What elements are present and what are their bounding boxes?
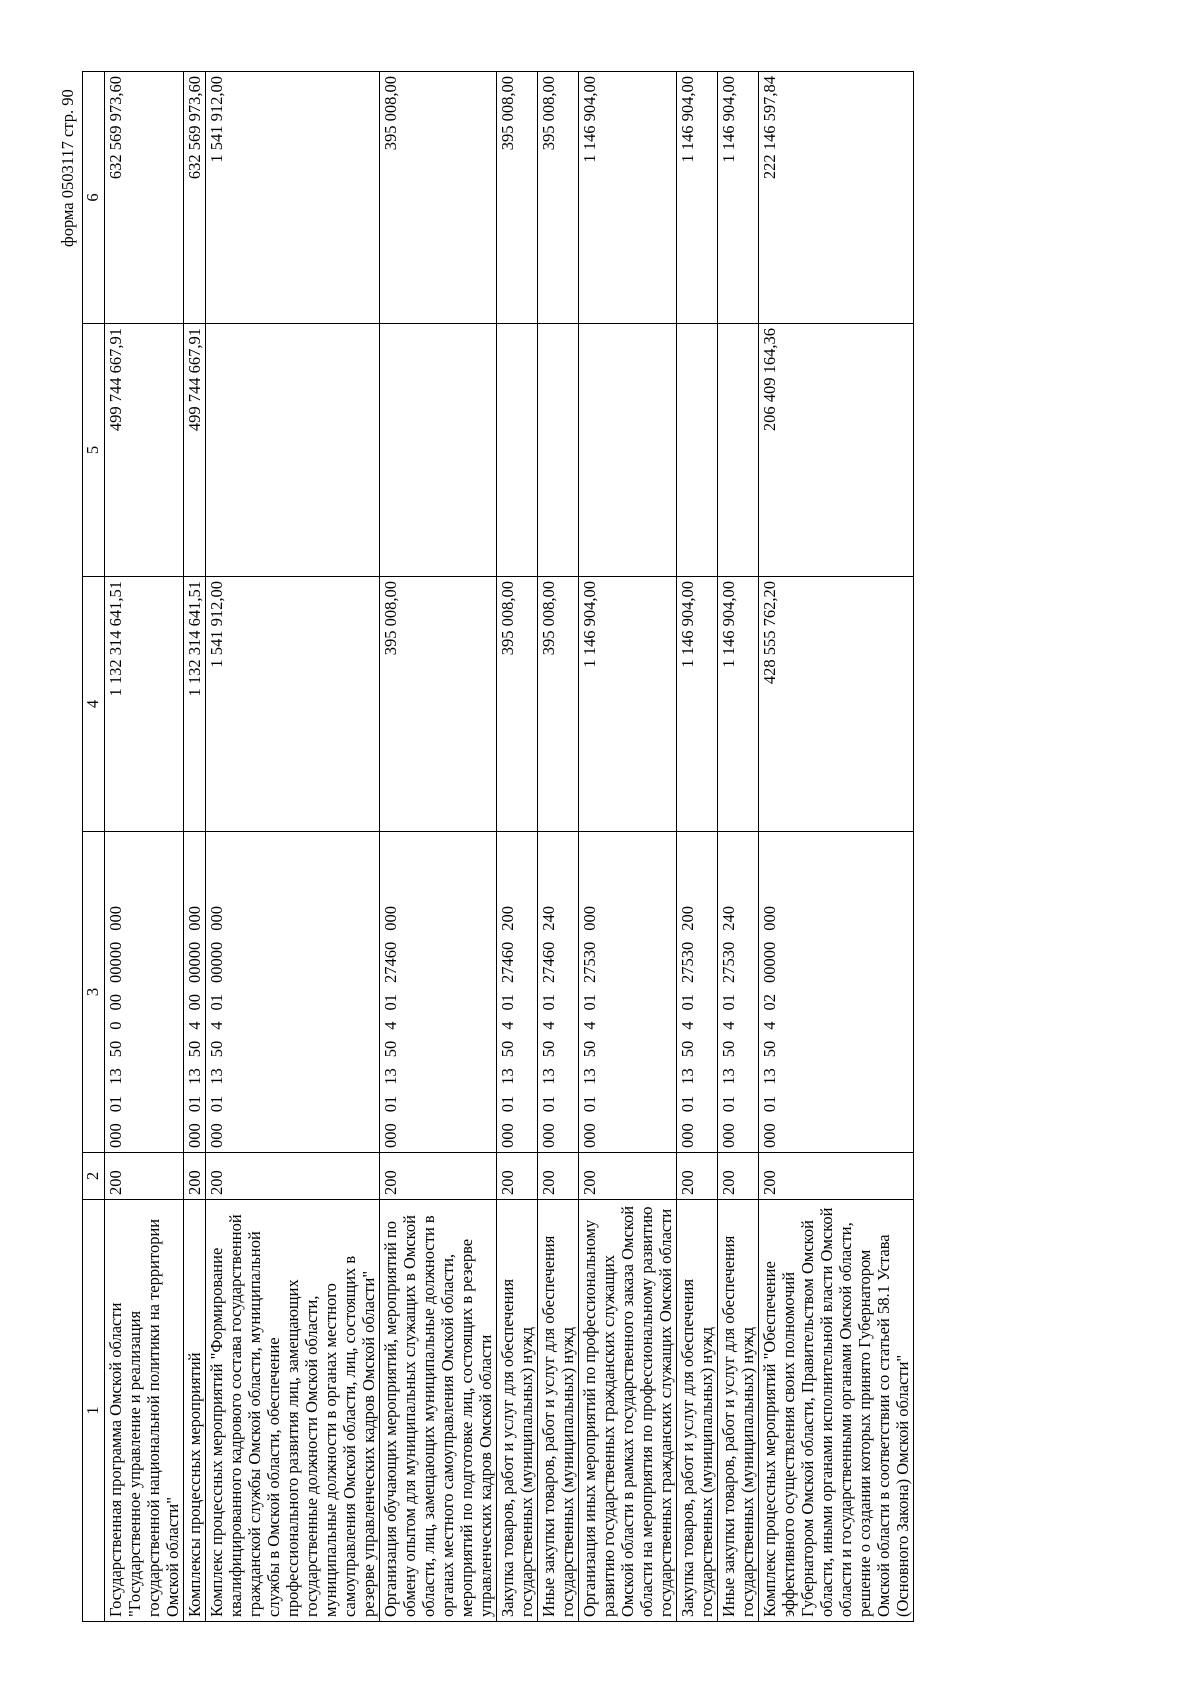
budget-code-part: 50 [580,1040,599,1058]
form-label: форма 0503117 стр. 90 [58,89,77,247]
budget-code-part: 000 [678,1123,697,1148]
budget-code-part: 000 [185,906,204,931]
row-name-cell: Иные закупки товаров, работ и услуг для обеспечения государственных (муниципальных) нужд [538,1200,579,1622]
row-line-code-cell: 200 [759,1153,914,1200]
row-budget-code-cell [105,832,184,1153]
table-row [579,72,677,1622]
budget-code-part: 13 [760,1068,779,1085]
table-row [497,72,538,1622]
budget-code-part: 50 [760,1040,779,1058]
row-executed-cell [579,324,677,577]
budget-code-part: 4 [207,1021,226,1030]
column-header: 5 [83,324,105,577]
column-header: 3 [83,832,105,1153]
row-name-cell: Комплексы процессных мероприятий [184,1200,206,1622]
row-budget-code-cell [206,832,380,1153]
budget-code-part: 01 [498,1095,517,1113]
row-unexecuted-cell: 632 569 973,60 [105,72,184,324]
row-approved-cell: 395 008,00 [497,577,538,832]
budget-code-part: 13 [580,1068,599,1085]
budget-code-part: 01 [678,1095,697,1113]
budget-code-part: 27530 [678,941,697,983]
budget-code-part: 000 [580,1123,599,1148]
row-line-code-cell: 200 [677,1153,718,1200]
budget-code-part: 13 [719,1068,738,1085]
budget-code-part: 13 [185,1068,204,1085]
budget-code-part: 00000 [106,941,125,983]
budget-code-part: 0 [106,1021,125,1030]
row-line-code-cell: 200 [538,1153,579,1200]
budget-code-part: 000 [185,1123,204,1148]
budget-code-part: 4 [760,1021,779,1030]
row-executed-cell [497,324,538,577]
row-name-cell: Организация обучающих мероприятий, мероприятий по обмену опытом для муниципальных служащих в Омской области, лиц, замещающих муниципальные должности в органах местного самоуправления Омской области, мероприятий по подготовке лиц, состоящих в резерве управленческих кадров Омской области [380,1200,497,1622]
budget-code-part: 000 [760,1123,779,1148]
column-header: 4 [83,577,105,832]
budget-code-part: 02 [760,994,779,1011]
budget-code-part: 50 [185,1040,204,1058]
row-executed-cell: 499 744 667,91 [105,324,184,577]
row-unexecuted-cell: 632 569 973,60 [184,72,206,324]
row-executed-cell [380,324,497,577]
budget-code-part: 01 [381,1095,400,1113]
budget-code-part: 4 [580,1021,599,1030]
budget-code-part: 01 [678,994,697,1011]
row-unexecuted-cell: 395 008,00 [538,72,579,324]
row-unexecuted-cell: 395 008,00 [380,72,497,324]
budget-code-part: 4 [498,1021,517,1030]
row-name-cell: Иные закупки товаров, работ и услуг для обеспечения государственных (муниципальных) нужд [718,1200,759,1622]
budget-report-table [82,71,914,1622]
row-line-code-cell: 200 [206,1153,380,1200]
budget-code-part: 01 [207,994,226,1011]
row-name-cell: Организация иных мероприятий по профессиональному развитию государственных гражданских служащих Омской области в рамках государственного заказа Омской области на мероприятия по профессиональному развитию государственных гражданских служащих Омской области [579,1200,677,1622]
budget-code-part: 000 [498,1123,517,1148]
row-unexecuted-cell: 1 146 904,00 [718,72,759,324]
budget-code-part: 4 [185,1021,204,1030]
budget-code-part: 01 [185,1095,204,1113]
row-approved-cell: 1 146 904,00 [677,577,718,832]
budget-code-part: 50 [539,1040,558,1058]
row-executed-cell [677,324,718,577]
row-budget-code-cell [497,832,538,1153]
budget-code-part: 01 [381,994,400,1011]
budget-code-part: 000 [539,1123,558,1148]
table-row [380,72,497,1622]
row-line-code-cell: 200 [184,1153,206,1200]
budget-code-part: 000 [719,1123,738,1148]
budget-code-part: 00 [185,994,204,1011]
row-approved-cell: 1 146 904,00 [718,577,759,832]
row-budget-code-cell [380,832,497,1153]
budget-code-part: 00000 [207,941,226,983]
budget-code-part: 000 [381,1123,400,1148]
budget-code-part: 000 [106,1123,125,1148]
row-executed-cell: 499 744 667,91 [184,324,206,577]
row-executed-cell [538,324,579,577]
row-budget-code-cell [718,832,759,1153]
row-budget-code-cell [759,832,914,1153]
budget-code-part: 13 [678,1068,697,1085]
column-header: 2 [83,1153,105,1200]
budget-code-part: 27530 [580,941,599,983]
budget-code-part: 4 [678,1021,697,1030]
budget-code-part: 13 [539,1068,558,1085]
budget-code-part: 50 [207,1040,226,1058]
row-line-code-cell: 200 [497,1153,538,1200]
row-approved-cell: 395 008,00 [538,577,579,832]
table-row [206,72,380,1622]
row-budget-code-cell [184,832,206,1153]
budget-code-part: 50 [106,1040,125,1058]
budget-code-part: 13 [207,1068,226,1085]
row-approved-cell: 428 555 762,20 [759,577,914,832]
budget-code-part: 50 [719,1040,738,1058]
row-approved-cell: 1 146 904,00 [579,577,677,832]
row-unexecuted-cell: 1 146 904,00 [579,72,677,324]
budget-code-part: 240 [719,906,738,931]
budget-code-part: 01 [207,1095,226,1113]
table-row [718,72,759,1622]
table-row [105,72,184,1622]
row-executed-cell [718,324,759,577]
row-budget-code-cell [579,832,677,1153]
budget-code-part: 000 [106,906,125,931]
row-budget-code-cell [677,832,718,1153]
row-name-cell: Закупка товаров, работ и услуг для обеспечения государственных (муниципальных) нужд [677,1200,718,1622]
row-approved-cell: 1 541 912,00 [206,577,380,832]
budget-code-part: 50 [498,1040,517,1058]
budget-code-part: 4 [719,1021,738,1030]
row-budget-code-cell [538,832,579,1153]
budget-code-part: 13 [106,1068,125,1085]
budget-code-part: 00000 [185,941,204,983]
budget-code-part: 01 [498,994,517,1011]
row-executed-cell: 206 409 164,36 [759,324,914,577]
column-header: 1 [83,1200,105,1622]
row-line-code-cell: 200 [718,1153,759,1200]
budget-code-part: 000 [207,1123,226,1148]
budget-code-part: 01 [539,1095,558,1113]
budget-code-part: 01 [719,994,738,1011]
row-executed-cell [206,324,380,577]
budget-code-part: 27530 [719,941,738,983]
budget-code-part: 13 [381,1068,400,1085]
row-line-code-cell: 200 [380,1153,497,1200]
budget-code-part: 4 [539,1021,558,1030]
row-name-cell: Закупка товаров, работ и услуг для обеспечения государственных (муниципальных) нужд [497,1200,538,1622]
budget-code-part: 27460 [539,941,558,983]
row-approved-cell: 1 132 314 641,51 [105,577,184,832]
budget-code-part: 50 [381,1040,400,1058]
budget-code-part: 27460 [381,941,400,983]
row-unexecuted-cell: 1 146 904,00 [677,72,718,324]
table-row [677,72,718,1622]
table-row [538,72,579,1622]
row-line-code-cell: 200 [105,1153,184,1200]
budget-code-part: 13 [498,1068,517,1085]
row-name-cell: Государственная программа Омской области "Государственное управление и реализация государственной национальной политики на территории Омской области" [105,1200,184,1622]
column-header: 6 [83,72,105,324]
row-approved-cell: 1 132 314 641,51 [184,577,206,832]
row-approved-cell: 395 008,00 [380,577,497,832]
budget-code-part: 00 [106,994,125,1011]
budget-code-part: 01 [719,1095,738,1113]
budget-code-part: 200 [498,906,517,931]
table-row [759,72,914,1622]
row-name-cell: Комплекс процессных мероприятий "Обеспечение эффективного осуществления своих полномочий Губернатором Омской области, Правительством Омской области, иными органами исполнительной власти Омской области и государственными органами Омской области, решение о создании которых принято Губернатором Омской области в соответствии со статьей 58.1 Устава (Основного Закона) Омской области" [759,1200,914,1622]
budget-code-part: 00000 [760,941,779,983]
row-unexecuted-cell: 1 541 912,00 [206,72,380,324]
budget-code-part: 000 [207,906,226,931]
budget-code-part: 000 [760,906,779,931]
budget-code-part: 240 [539,906,558,931]
row-name-cell: Комплекс процессных мероприятий "Формирование квалифицированного кадрового состава государственной гражданской службы Омской области, муниципальной службы в Омской области, обеспечение профессионального развития лиц, замещающих государственные должности Омской области, муниципальные должности в органах местного самоуправления Омской области, лиц, состоящих в резерве управленческих кадров Омской области" [206,1200,380,1622]
budget-code-part: 000 [580,906,599,931]
budget-code-part: 27460 [498,941,517,983]
row-unexecuted-cell: 395 008,00 [497,72,538,324]
budget-code-part: 50 [678,1040,697,1058]
row-unexecuted-cell: 222 146 597,84 [759,72,914,324]
budget-code-part: 01 [760,1095,779,1113]
budget-code-part: 200 [678,906,697,931]
budget-code-part: 000 [381,906,400,931]
table-row [184,72,206,1622]
budget-code-part: 01 [539,994,558,1011]
row-line-code-cell: 200 [579,1153,677,1200]
budget-code-part: 4 [381,1021,400,1030]
budget-code-part: 01 [106,1095,125,1113]
budget-code-part: 01 [580,1095,599,1113]
budget-code-part: 01 [580,994,599,1011]
column-number-row [83,72,105,1622]
